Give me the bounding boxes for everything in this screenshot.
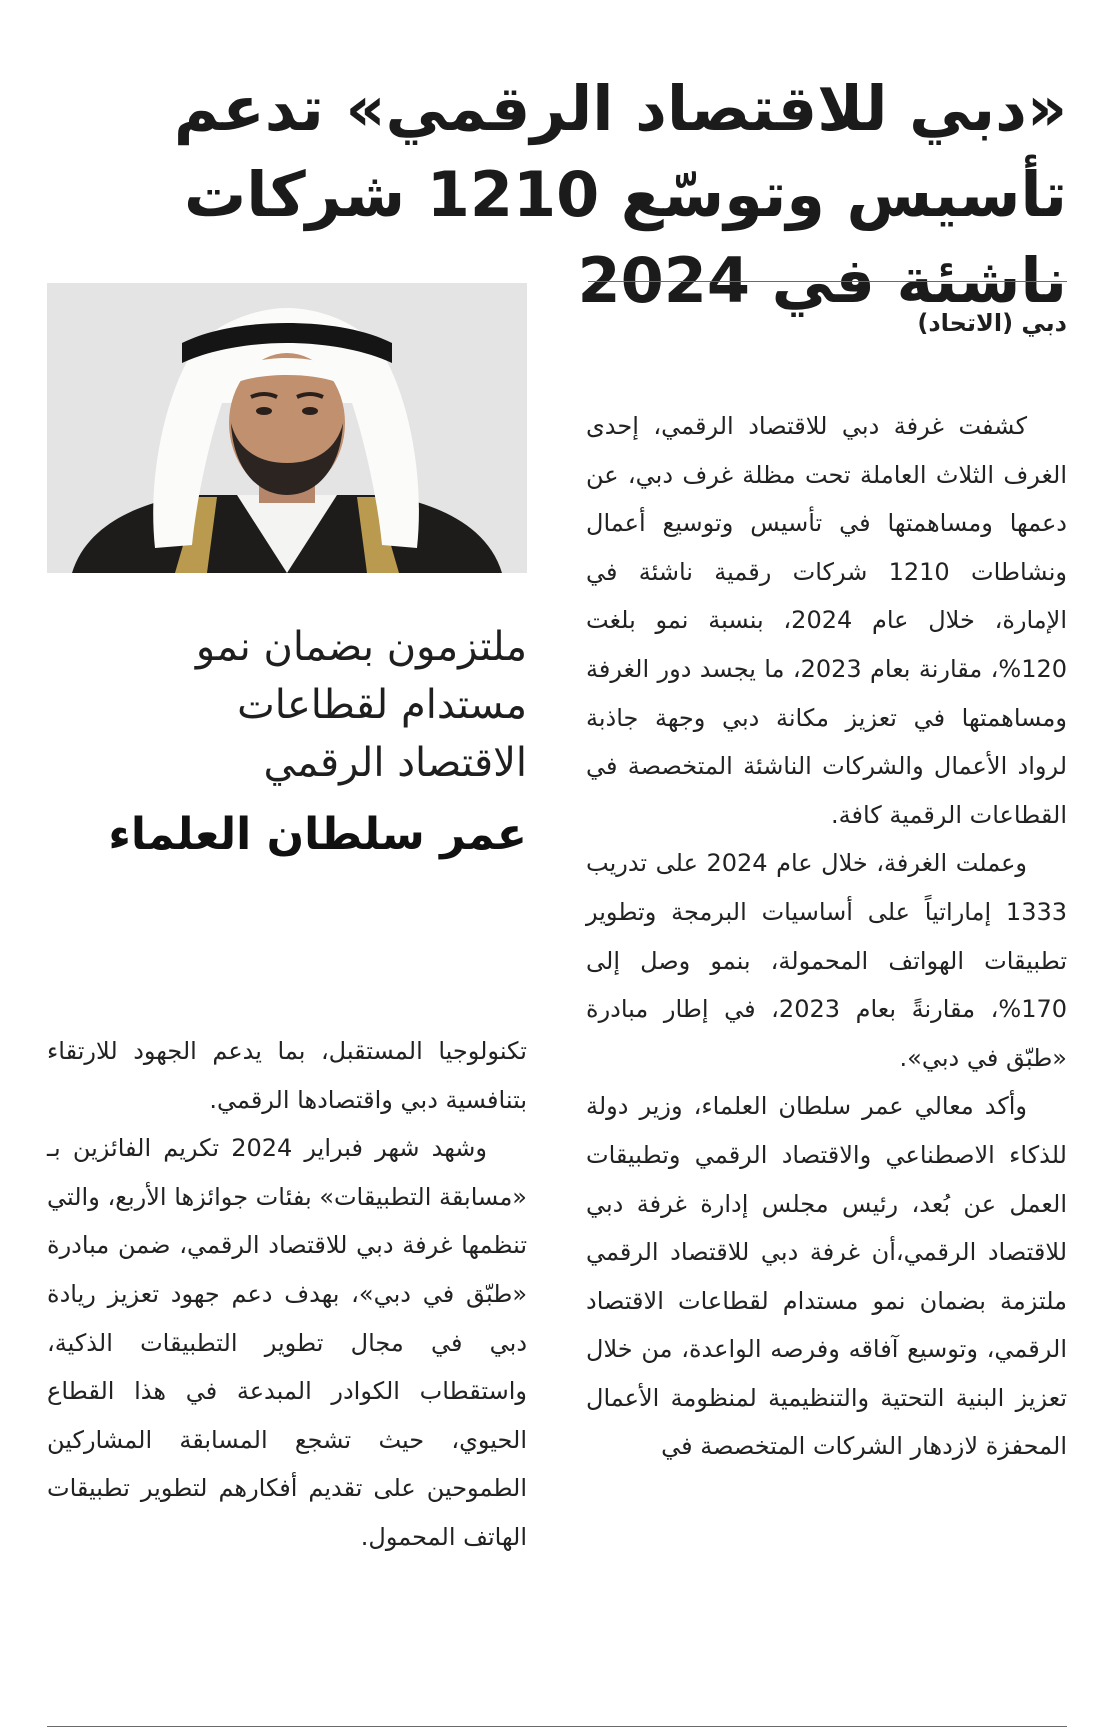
- portrait-illustration: [47, 283, 527, 573]
- article-body-right-column: [586, 402, 1067, 1471]
- pull-quote-line: الاقتصاد الرقمي: [263, 740, 527, 786]
- pull-quote: [47, 618, 527, 792]
- pull-quote-line: ملتزمون بضمان نمو: [195, 624, 527, 670]
- article-dateline: دبي (الاتحاد): [917, 309, 1067, 337]
- body-paragraph: تكنولوجيا المستقبل، بما يدعم الجهود للارتقاء بتنافسية دبي واقتصادها الرقمي.: [47, 1037, 527, 1114]
- body-paragraph: كشفت غرفة دبي للاقتصاد الرقمي، إحدى الغرف الثلاث العاملة تحت مظلة غرف دبي، عن دعمها ومساهمتها في تأسيس وتوسيع أعمال ونشاطات 1210 شركات رقمية ناشئة في الإمارة، خلال عام 2024، بنسبة نمو بلغت 120%، مقارنة بعام 2023، ما يجسد دور الغرفة ومساهمتها في تعزيز مكانة دبي وجهة جاذبة لرواد الأعمال والشركات الناشئة المتخصصة في القطاعات الرقمية كافة.: [586, 412, 1068, 829]
- pull-quote-line: مستدام لقطاعات: [237, 682, 527, 728]
- body-paragraph: وشهد شهر فبراير 2024 تكريم الفائزين بـ «مسابقة التطبيقات» بفئات جوائزها الأربع، والتي تنظمها غرفة دبي للاقتصاد الرقمي، ضمن مبادرة «طبّق في دبي»، بهدف دعم جهود تعزيز ريادة دبي في مجال تطوير التطبيقات الذكية، واستقطاب الكوادر المبدعة في هذا القطاع الحيوي، حيث تشجع المسابقة المشاركين الطموحين على تقديم أفكارهم لتطوير تطبيقات الهاتف المحمول.: [47, 1134, 527, 1551]
- pull-quote-attribution: عمر سلطان العلماء: [108, 809, 527, 860]
- body-paragraph: وعملت الغرفة، خلال عام 2024 على تدريب 1333 إماراتياً على أساسيات البرمجة وتطوير تطبيقات الهواتف المحمولة، بنمو وصل إلى 170%، مقارنةً بعام 2023، في إطار مبادرة «طبّق في دبي».: [586, 849, 1067, 1072]
- top-divider: [588, 281, 1067, 282]
- bottom-divider: [47, 1726, 1067, 1727]
- article-body-left-column: [47, 1027, 527, 1562]
- portrait-photo: [47, 283, 527, 573]
- article-headline: «دبي للاقتصاد الرقمي» تدعم تأسيس وتوسّع 1210 شركات ناشئة في 2024: [173, 72, 1067, 317]
- body-paragraph: وأكد معالي عمر سلطان العلماء، وزير دولة للذكاء الاصطناعي والاقتصاد الرقمي وتطبيقات العمل عن بُعد، رئيس مجلس إدارة غرفة دبي للاقتصاد الرقمي،أن غرفة دبي للاقتصاد الرقمي ملتزمة بضمان نمو مستدام لقطاعات الاقتصاد الرقمي، وتوسيع آفاقه وفرصه الواعدة، من خلال تعزيز البنية التحتية والتنظيمية لمنظومة الأعمال المحفزة لازدهار الشركات المتخصصة في: [586, 1092, 1067, 1461]
